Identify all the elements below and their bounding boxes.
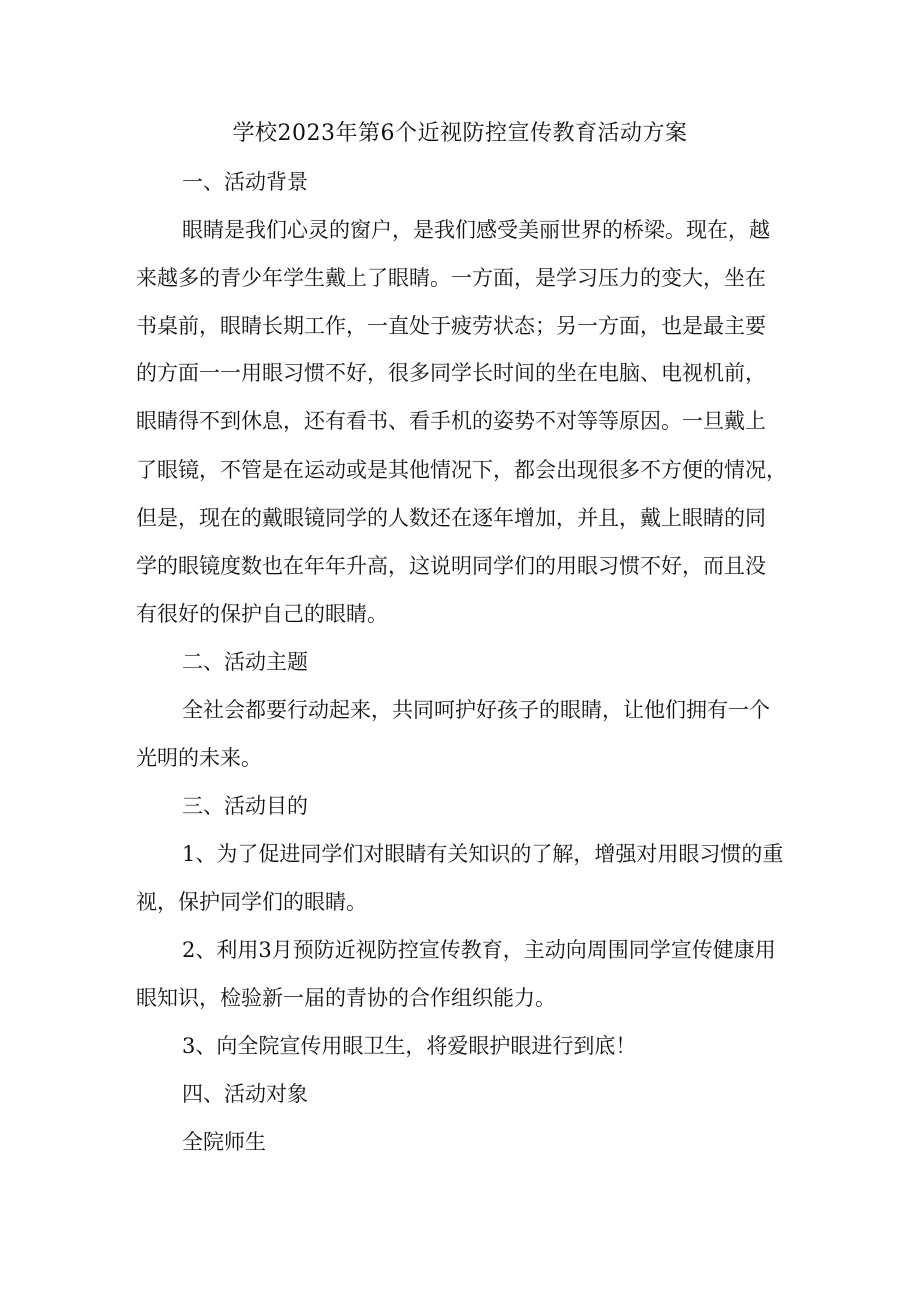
section-heading-theme: 二、活动主题 (182, 650, 308, 674)
paragraph-line: 光明的未来。 (136, 746, 262, 770)
section-heading-target: 四、活动对象 (182, 1082, 308, 1106)
list-item-line: 3、向全院宣传用眼卫生，将爱眼护眼进行到底！ (182, 1034, 637, 1058)
section-heading-purpose: 三、活动目的 (182, 794, 308, 818)
paragraph-line: 但是，现在的戴眼镜同学的人数还在逐年增加，并且，戴上眼睛的同 (136, 506, 766, 530)
paragraph-line: 眼睛是我们心灵的窗户，是我们感受美丽世界的桥梁。现在，越 (182, 218, 770, 242)
list-item-line: 视，保护同学们的眼睛。 (136, 890, 367, 914)
paragraph-line: 学的眼镜度数也在年年升高，这说明同学们的用眼习惯不好，而且没 (136, 554, 766, 578)
paragraph-line: 来越多的青少年学生戴上了眼睛。一方面，是学习压力的变大，坐在 (136, 266, 766, 290)
list-item-line: 眼知识，检验新一届的青协的合作组织能力。 (136, 986, 556, 1010)
section-heading-background: 一、活动背景 (182, 170, 308, 194)
list-item-line: 2、利用3月预防近视防控宣传教育，主动向周围同学宣传健康用 (182, 938, 776, 962)
paragraph-line: 全院师生 (182, 1130, 266, 1154)
paragraph-line: 全社会都要行动起来，共同呵护好孩子的眼睛，让他们拥有一个 (182, 698, 770, 722)
paragraph-line: 书桌前，眼睛长期工作，一直处于疲劳状态；另一方面，也是最主要 (136, 314, 766, 338)
document-title: 学校2023年第6个近视防控宣传教育活动方案 (232, 121, 688, 146)
paragraph-line: 的方面一一用眼习惯不好，很多同学长时间的坐在电脑、电视机前， (136, 361, 766, 385)
paragraph-line: 有很好的保护自己的眼睛。 (136, 602, 388, 626)
paragraph-line: 眼睛得不到休息，还有看书、看手机的姿势不对等等原因。一旦戴上 (136, 409, 766, 433)
list-item-line: 1、为了促进同学们对眼睛有关知识的了解，增强对用眼习惯的重 (182, 842, 784, 866)
paragraph-line: 了眼镜，不管是在运动或是其他情况下，都会出现很多不方便的情况， (136, 458, 787, 482)
